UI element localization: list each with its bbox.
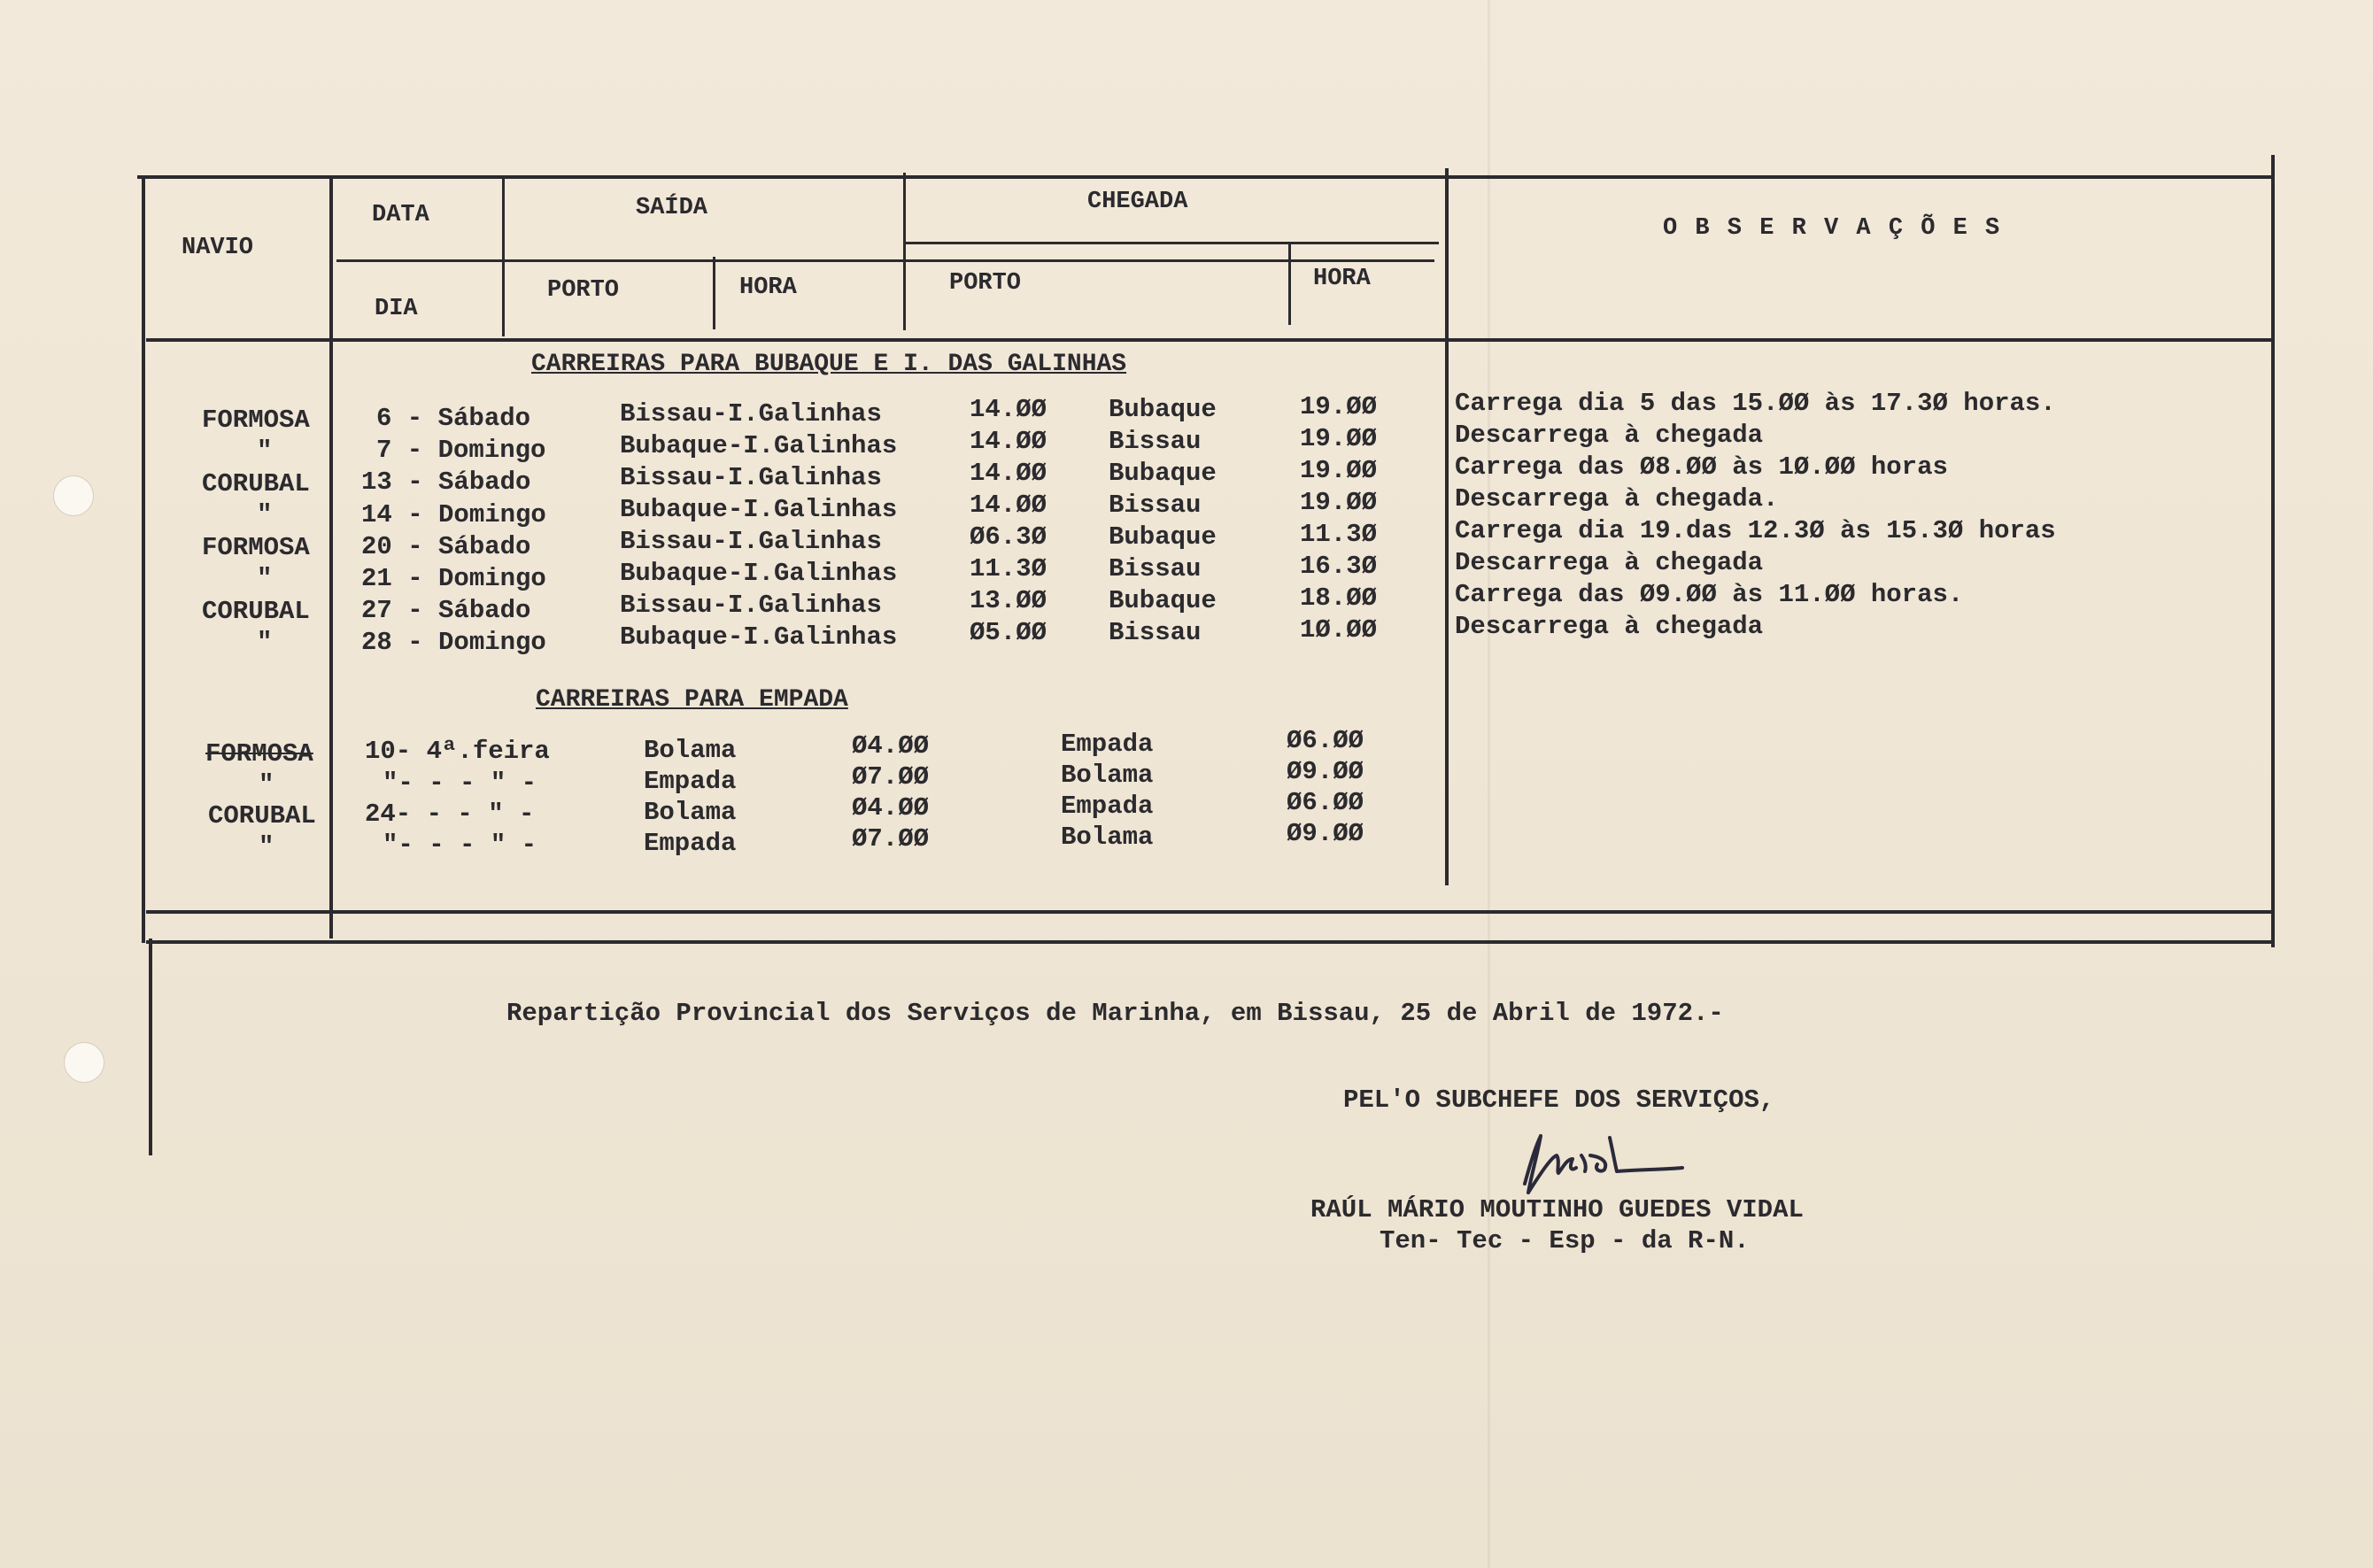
cell-porto-saida: Bissau-I.Galinhas [620,591,882,620]
cell-hora-saida: Ø6.3Ø [970,522,1047,552]
cell-hora-chegada: 16.3Ø [1300,552,1378,581]
chegada-subheader-divider [903,242,1439,244]
table-bottom-border [146,910,2271,914]
section-title-empada: CARREIRAS PARA EMPADA [536,686,848,714]
header-bottom-border [146,338,2271,342]
signatory-name: RAÚL MÁRIO MOUTINHO GUEDES VIDAL [1310,1195,1804,1224]
observacao-line: Carrega dia 19.das 12.3Ø às 15.3Ø horas [1455,516,2056,545]
cell-porto-saida: Bissau-I.Galinhas [620,527,882,556]
cell-porto-saida: Empada [644,829,737,858]
paper-fold [1488,0,1490,1568]
cell-porto-chegada: Bissau [1109,618,1202,647]
header-dia: DIA [375,296,418,322]
signatory-rank: Ten- Tec - Esp - da R-N. [1380,1226,1750,1255]
cell-porto-chegada: Bubaque [1109,395,1217,424]
punch-hole [53,475,94,516]
header-chegada: CHEGADA [1087,189,1188,215]
header-porto-saida: PORTO [547,277,620,304]
cell-porto-saida: Bissau-I.Galinhas [620,399,882,429]
cell-hora-chegada: 1Ø.ØØ [1300,615,1378,645]
cell-hora-chegada: 11.3Ø [1300,520,1378,549]
observacao-line: Carrega dia 5 das 15.ØØ às 17.3Ø horas. [1455,389,2056,418]
observacao-line: Carrega das Ø9.ØØ às 11.ØØ horas. [1455,580,1964,609]
observacao-line: Descarrega à chegada. [1455,484,1779,514]
cell-hora-saida: Ø4.ØØ [852,793,930,823]
cell-hora-saida: 11.3Ø [970,554,1047,583]
cell-hora-saida: 13.ØØ [970,586,1047,615]
cell-porto-chegada: Bubaque [1109,459,1217,488]
cell-porto-chegada: Empada [1061,730,1154,759]
cell-dia: 28 - Domingo [361,628,546,657]
cell-hora-chegada: Ø9.ØØ [1287,757,1364,786]
footer-location-date: Repartição Provincial dos Serviços de Marinha, em Bissau, 25 de Abril de 1972.- [506,999,1724,1028]
table-bottom-double-border [146,940,2271,944]
punch-hole [64,1042,104,1083]
cell-porto-saida: Bissau-I.Galinhas [620,463,882,492]
saida-chegada-divider [903,173,906,330]
cell-dia: 21 - Domingo [361,564,546,593]
cell-porto-saida: Bubaque-I.Galinhas [620,431,898,460]
cell-hora-chegada: Ø6.ØØ [1287,726,1364,755]
cell-hora-saida: Ø7.ØØ [852,824,930,854]
cell-dia: "- - - " - [383,830,537,860]
cell-porto-chegada: Bolama [1061,761,1154,790]
cell-navio: " [259,832,274,861]
cell-hora-saida: Ø7.ØØ [852,762,930,792]
cell-dia: 10- 4ª.feira [365,737,550,766]
porto-hora-chegada-divider [1288,243,1291,325]
cell-navio: " [257,564,273,593]
cell-dia: 13 - Sábado [361,467,531,497]
cell-dia: 24- - - " - [365,799,535,829]
data-dia-divider [336,259,1434,262]
cell-dia: 7 - Domingo [376,436,546,465]
table-left-border [142,177,145,943]
observacao-line: Carrega das Ø8.ØØ às 1Ø.ØØ horas [1455,452,1948,482]
cell-porto-saida: Bubaque-I.Galinhas [620,559,898,588]
cell-porto-chegada: Bolama [1061,823,1154,852]
cell-hora-chegada: 18.ØØ [1300,583,1378,613]
left-margin-line [149,938,152,1155]
cell-porto-chegada: Bubaque [1109,586,1217,615]
cell-navio: CORUBAL [208,801,316,830]
cell-porto-chegada: Bubaque [1109,522,1217,552]
cell-hora-chegada: Ø9.ØØ [1287,819,1364,848]
handwritten-signature [1505,1120,1735,1200]
cell-navio: FORMOSA [202,406,310,435]
cell-hora-saida: 14.ØØ [970,459,1047,488]
cell-navio: " [257,500,273,529]
cell-navio: " [257,436,273,466]
cell-porto-saida: Bubaque-I.Galinhas [620,622,898,652]
header-observacoes: O B S E R V A Ç Õ E S [1663,215,2002,242]
cell-navio: FORMOSA [205,739,313,769]
cell-navio: FORMOSA [202,533,310,562]
header-data: DATA [372,202,429,228]
cell-porto-saida: Bubaque-I.Galinhas [620,495,898,524]
cell-hora-saida: 14.ØØ [970,395,1047,424]
cell-navio: " [259,770,274,799]
cell-porto-saida: Empada [644,767,737,796]
header-navio: NAVIO [182,235,254,261]
cell-dia: 14 - Domingo [361,500,546,529]
header-hora-chegada: HORA [1313,266,1371,292]
cell-hora-saida: Ø5.ØØ [970,618,1047,647]
cell-navio: CORUBAL [202,597,310,626]
cell-hora-saida: Ø4.ØØ [852,731,930,761]
cell-navio: CORUBAL [202,469,310,498]
cell-hora-saida: 14.ØØ [970,427,1047,456]
observacao-line: Descarrega à chegada [1455,421,1764,450]
cell-dia: 20 - Sábado [361,532,531,561]
observacao-line: Descarrega à chegada [1455,548,1764,577]
porto-hora-saida-divider [713,257,715,329]
header-hora-saida: HORA [739,274,797,301]
header-saida: SAÍDA [636,195,708,221]
cell-dia: 6 - Sábado [376,404,531,433]
cell-porto-chegada: Empada [1061,792,1154,821]
cell-dia: "- - - " - [383,769,537,798]
cell-porto-chegada: Bissau [1109,554,1202,583]
footer-pelo-subchefe: PEL'O SUBCHEFE DOS SERVIÇOS, [1343,1085,1775,1115]
table-right-border [2271,155,2275,947]
navio-column-divider [329,177,333,938]
data-column-divider [502,177,505,336]
cell-dia: 27 - Sábado [361,596,531,625]
cell-porto-saida: Bolama [644,736,737,765]
observacoes-column-divider [1445,168,1449,885]
section-title-bubaque: CARREIRAS PARA BUBAQUE E I. DAS GALINHAS [531,351,1127,378]
cell-hora-chegada: 19.ØØ [1300,488,1378,517]
header-porto-chegada: PORTO [949,270,1022,297]
cell-porto-chegada: Bissau [1109,427,1202,456]
cell-hora-saida: 14.ØØ [970,490,1047,520]
observacao-line: Descarrega à chegada [1455,612,1764,641]
cell-hora-chegada: 19.ØØ [1300,424,1378,453]
cell-porto-saida: Bolama [644,798,737,827]
cell-hora-chegada: 19.ØØ [1300,392,1378,421]
cell-hora-chegada: 19.ØØ [1300,456,1378,485]
cell-hora-chegada: Ø6.ØØ [1287,788,1364,817]
cell-navio: " [257,628,273,657]
table-top-border [137,175,2273,179]
cell-porto-chegada: Bissau [1109,490,1202,520]
